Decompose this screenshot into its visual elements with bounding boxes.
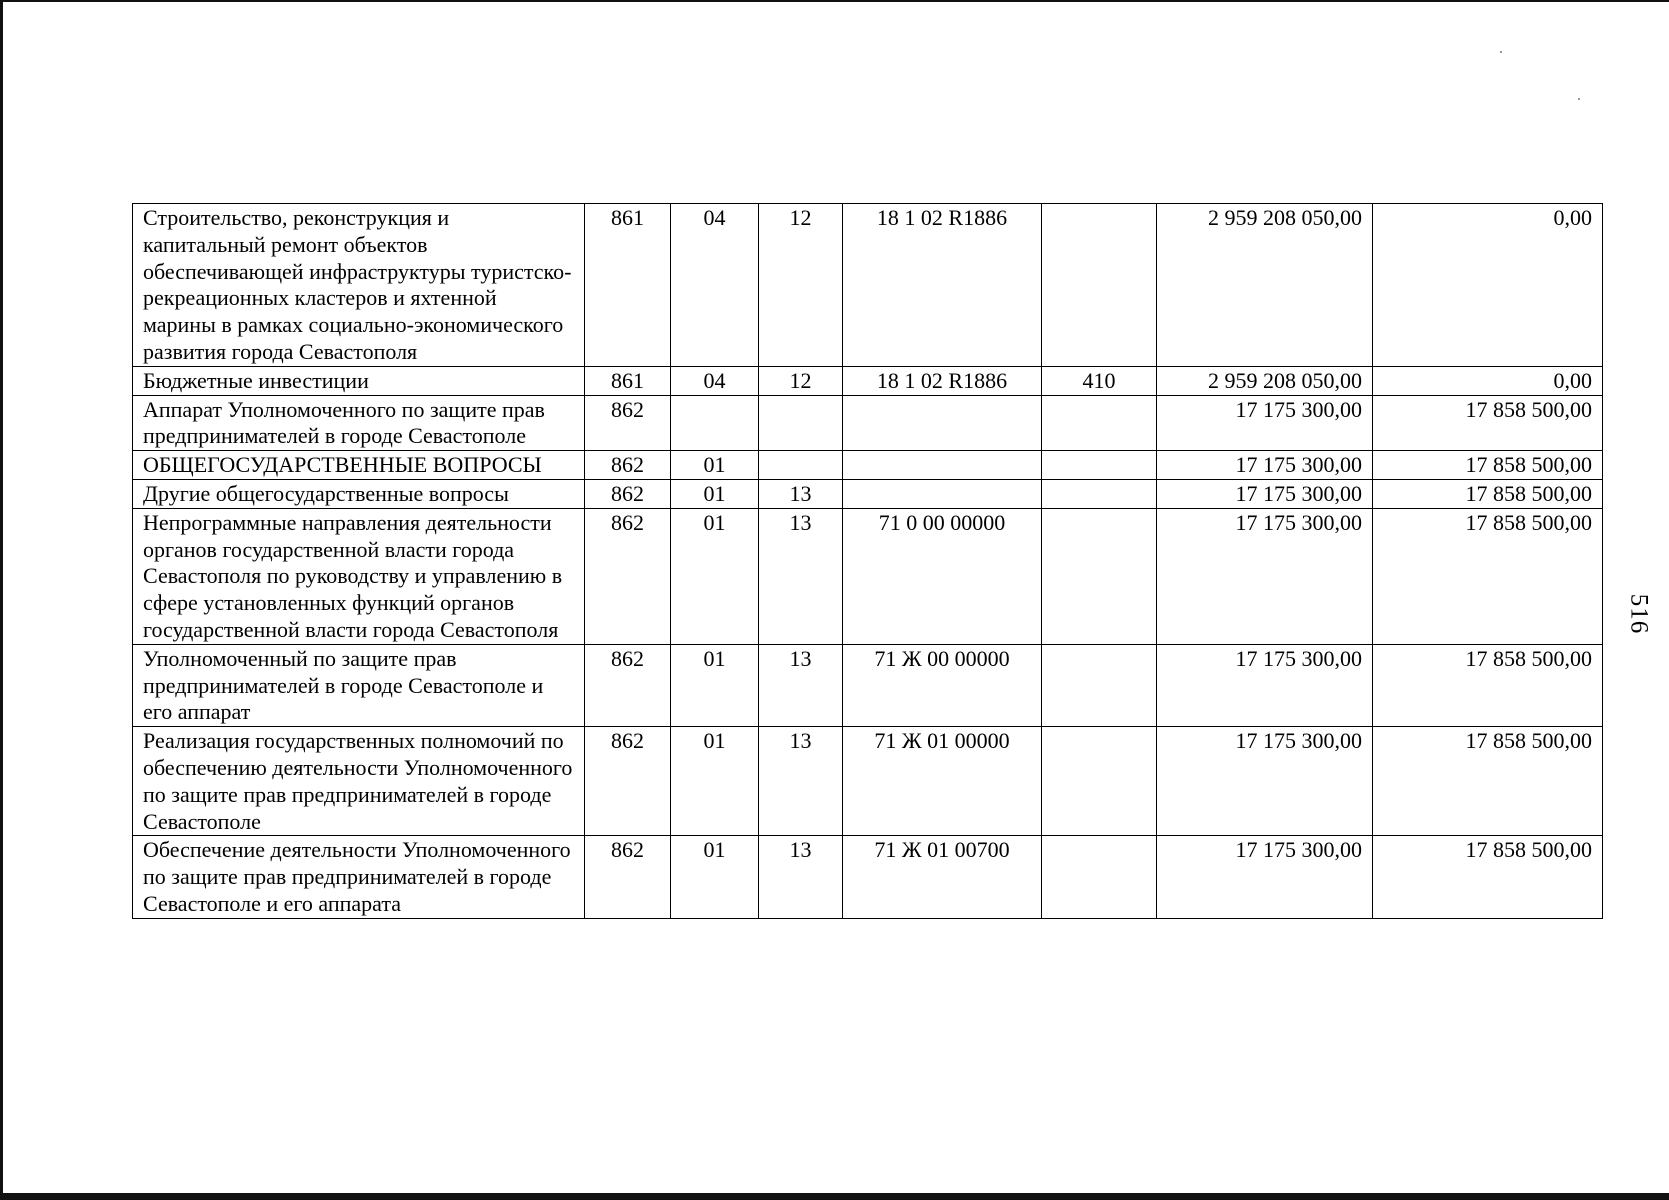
amount-year1-cell: 17 175 300,00 — [1157, 479, 1373, 508]
row-name-cell: ОБЩЕГОСУДАРСТВЕННЫЕ ВОПРОСЫ — [133, 451, 585, 480]
table-row — [133, 836, 1603, 918]
ved-code-cell: 862 — [585, 395, 671, 451]
section-code-cell: 01 — [671, 727, 759, 836]
target-article-cell: 71 0 00 00000 — [843, 508, 1042, 644]
amount-year2-cell: 17 858 500,00 — [1373, 479, 1603, 508]
expense-type-cell — [1042, 644, 1157, 726]
amount-year2-cell: 17 858 500,00 — [1373, 395, 1603, 451]
scan-speck — [1500, 51, 1502, 53]
row-name-cell: Непрограммные направления деятельности органов государственной власти города Севастополя по руководству и управлению в сфере установленных функций органов государственной власти города Севастополя — [133, 508, 585, 644]
amount-year1-cell: 17 175 300,00 — [1157, 451, 1373, 480]
amount-year1-cell: 2 959 208 050,00 — [1157, 366, 1373, 395]
row-name-cell: Реализация государственных полномочий по обеспечению деятельности Уполномоченного по защите прав предпринимателей в городе Севастополе — [133, 727, 585, 836]
expense-type-cell — [1042, 727, 1157, 836]
row-name-cell: Бюджетные инвестиции — [133, 366, 585, 395]
row-name-cell: Обеспечение деятельности Уполномоченного по защите прав предпринимателей в городе Севастополе и его аппарата — [133, 836, 585, 918]
ved-code-cell: 862 — [585, 508, 671, 644]
row-name-cell: Строительство, реконструкция и капитальный ремонт объектов обеспечивающей инфраструктуры туристско-рекреационных кластеров и яхтенной марины в рамках социально-экономического развития города Севастополя — [133, 204, 585, 367]
scan-border-left — [0, 0, 3, 1200]
table-row — [133, 508, 1603, 644]
section-code-cell — [671, 395, 759, 451]
amount-year1-cell: 2 959 208 050,00 — [1157, 204, 1373, 367]
target-article-cell: 18 1 02 R1886 — [843, 204, 1042, 367]
scan-border-top — [0, 0, 1669, 2]
amount-year1-cell: 17 175 300,00 — [1157, 395, 1373, 451]
subsection-code-cell: 13 — [759, 508, 843, 644]
section-code-cell: 01 — [671, 479, 759, 508]
table-row — [133, 727, 1603, 836]
section-code-cell: 01 — [671, 644, 759, 726]
page-number: 516 — [1625, 593, 1653, 635]
ved-code-cell: 861 — [585, 204, 671, 367]
scan-border-bottom — [0, 1193, 1669, 1200]
row-name-cell: Аппарат Уполномоченного по защите прав предпринимателей в городе Севастополе — [133, 395, 585, 451]
row-name-cell: Другие общегосударственные вопросы — [133, 479, 585, 508]
subsection-code-cell: 13 — [759, 479, 843, 508]
subsection-code-cell — [759, 451, 843, 480]
amount-year1-cell: 17 175 300,00 — [1157, 836, 1373, 918]
expense-type-cell — [1042, 479, 1157, 508]
section-code-cell: 01 — [671, 836, 759, 918]
ved-code-cell: 862 — [585, 727, 671, 836]
amount-year2-cell: 17 858 500,00 — [1373, 727, 1603, 836]
expense-type-cell — [1042, 395, 1157, 451]
ved-code-cell: 862 — [585, 644, 671, 726]
scan-speck — [1578, 98, 1580, 100]
subsection-code-cell: 13 — [759, 727, 843, 836]
target-article-cell: 71 Ж 01 00000 — [843, 727, 1042, 836]
subsection-code-cell: 13 — [759, 836, 843, 918]
subsection-code-cell: 12 — [759, 204, 843, 367]
section-code-cell: 01 — [671, 451, 759, 480]
expense-type-cell — [1042, 451, 1157, 480]
ved-code-cell: 862 — [585, 479, 671, 508]
subsection-code-cell: 12 — [759, 366, 843, 395]
target-article-cell: 18 1 02 R1886 — [843, 366, 1042, 395]
amount-year2-cell: 17 858 500,00 — [1373, 644, 1603, 726]
amount-year2-cell: 17 858 500,00 — [1373, 836, 1603, 918]
expense-type-cell — [1042, 508, 1157, 644]
amount-year2-cell: 17 858 500,00 — [1373, 451, 1603, 480]
table-row — [133, 644, 1603, 726]
target-article-cell — [843, 395, 1042, 451]
ved-code-cell: 862 — [585, 451, 671, 480]
target-article-cell — [843, 451, 1042, 480]
target-article-cell: 71 Ж 01 00700 — [843, 836, 1042, 918]
subsection-code-cell — [759, 395, 843, 451]
amount-year2-cell: 17 858 500,00 — [1373, 508, 1603, 644]
expense-type-cell — [1042, 836, 1157, 918]
expense-type-cell: 410 — [1042, 366, 1157, 395]
table-row — [133, 366, 1603, 395]
table-row — [133, 451, 1603, 480]
target-article-cell: 71 Ж 00 00000 — [843, 644, 1042, 726]
amount-year1-cell: 17 175 300,00 — [1157, 644, 1373, 726]
ved-code-cell: 862 — [585, 836, 671, 918]
expense-type-cell — [1042, 204, 1157, 367]
budget-table-body — [133, 204, 1603, 919]
table-row — [133, 479, 1603, 508]
budget-table — [132, 203, 1603, 919]
section-code-cell: 04 — [671, 204, 759, 367]
row-name-cell: Уполномоченный по защите прав предпринимателей в городе Севастополе и его аппарат — [133, 644, 585, 726]
subsection-code-cell: 13 — [759, 644, 843, 726]
amount-year2-cell: 0,00 — [1373, 366, 1603, 395]
amount-year1-cell: 17 175 300,00 — [1157, 727, 1373, 836]
ved-code-cell: 861 — [585, 366, 671, 395]
amount-year2-cell: 0,00 — [1373, 204, 1603, 367]
target-article-cell — [843, 479, 1042, 508]
amount-year1-cell: 17 175 300,00 — [1157, 508, 1373, 644]
section-code-cell: 04 — [671, 366, 759, 395]
table-row — [133, 395, 1603, 451]
section-code-cell: 01 — [671, 508, 759, 644]
table-row — [133, 204, 1603, 367]
